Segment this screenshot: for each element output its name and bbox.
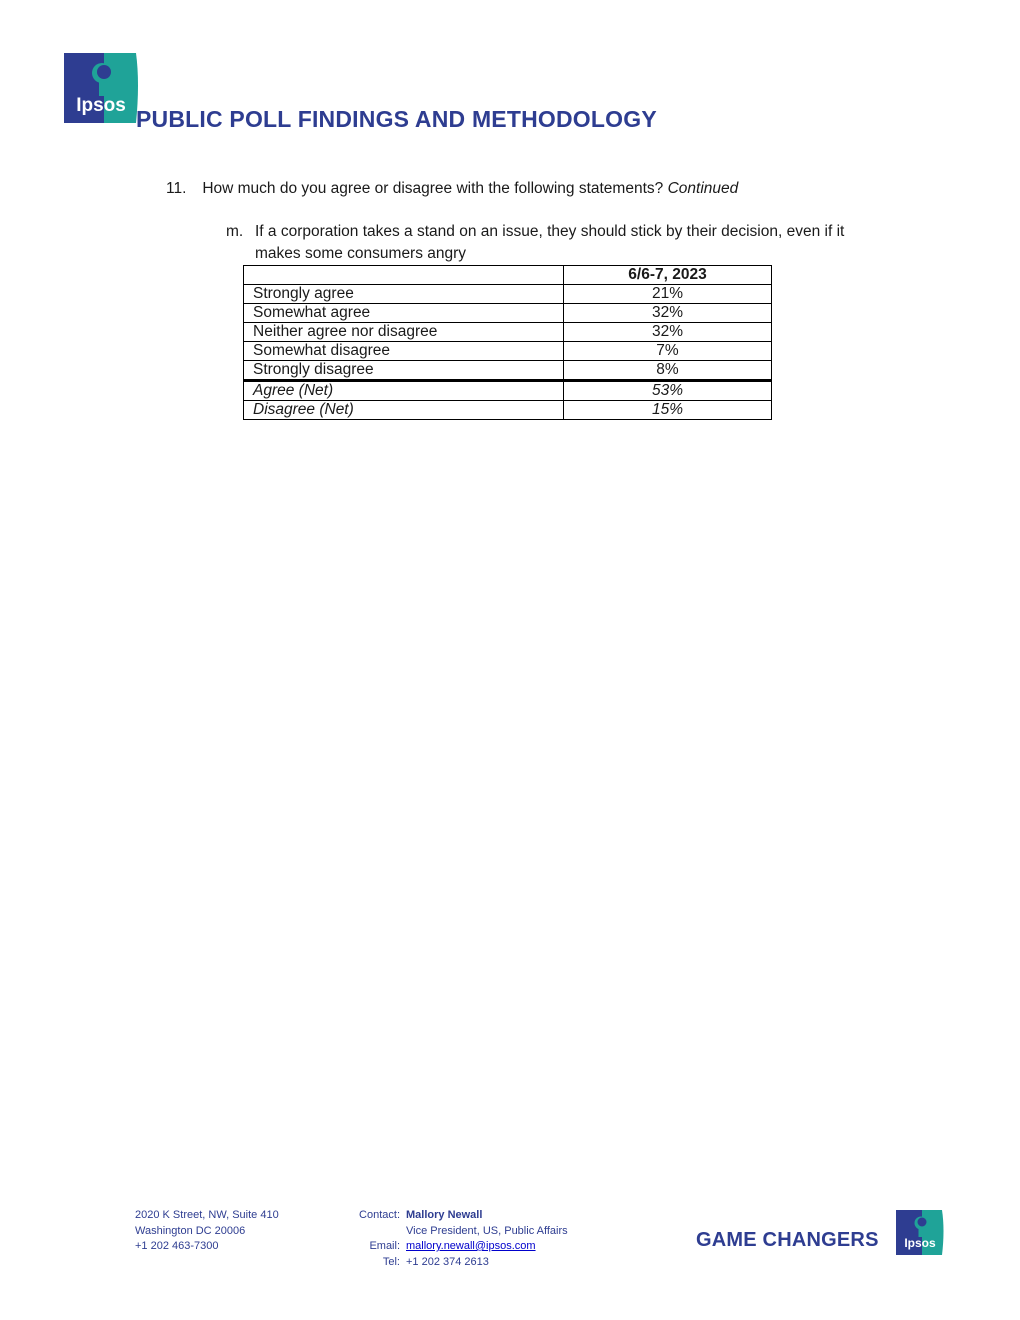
tel-label: Tel: xyxy=(382,1255,400,1268)
question-text: How much do you agree or disagree with the following statements? xyxy=(202,180,664,197)
footer-contact xyxy=(340,1208,568,1270)
address-line: Washington DC 20006 xyxy=(135,1224,246,1237)
footer-address xyxy=(135,1208,279,1255)
table-row xyxy=(244,285,772,304)
table-column-header: 6/6-7, 2023 xyxy=(564,266,772,285)
subquestion-text: If a corporation takes a stand on an issue, they should stick by their decision, even if it makes some consumers angry xyxy=(255,223,845,262)
row-label: Strongly disagree xyxy=(244,361,564,381)
tel-value: +1 202 374 2613 xyxy=(406,1255,489,1268)
row-label: Strongly agree xyxy=(244,285,564,304)
question-11 xyxy=(166,180,738,198)
row-value: 7% xyxy=(564,342,772,361)
row-value: 21% xyxy=(564,285,772,304)
svg-text:Ipsos: Ipsos xyxy=(76,95,126,116)
address-line: 2020 K Street, NW, Suite 410 xyxy=(135,1209,279,1221)
address-phone: +1 202 463-7300 xyxy=(135,1240,219,1252)
net-row-label: Agree (Net) xyxy=(244,381,564,401)
row-label: Somewhat agree xyxy=(244,304,564,323)
game-changers-tagline: GAME CHANGERS xyxy=(696,1229,879,1251)
question-number: 11. xyxy=(166,180,187,197)
table-header-blank xyxy=(244,266,564,285)
ipsos-logo xyxy=(64,53,139,123)
table-row xyxy=(244,361,772,381)
results-table xyxy=(243,265,772,420)
subquestion-m xyxy=(226,221,886,265)
net-row-value: 53% xyxy=(564,381,772,401)
row-value: 32% xyxy=(564,304,772,323)
row-value: 8% xyxy=(564,361,772,381)
row-label: Somewhat disagree xyxy=(244,342,564,361)
email-link[interactable]: mallory.newall@ipsos.com xyxy=(406,1240,536,1252)
contact-role: Vice President, US, Public Affairs xyxy=(406,1224,568,1237)
ipsos-footer-logo xyxy=(896,1210,944,1255)
net-row-value: 15% xyxy=(564,401,772,420)
row-label: Neither agree nor disagree xyxy=(244,323,564,342)
table-net-row xyxy=(244,401,772,420)
table-row xyxy=(244,342,772,361)
row-value: 32% xyxy=(564,323,772,342)
svg-text:Ipsos: Ipsos xyxy=(904,1236,936,1250)
table-row xyxy=(244,304,772,323)
question-continued: Continued xyxy=(667,180,739,197)
contact-name: Mallory Newall xyxy=(406,1209,483,1221)
email-label: Email: xyxy=(369,1240,400,1252)
page-title: PUBLIC POLL FINDINGS AND METHODOLOGY xyxy=(136,106,657,132)
table-net-row xyxy=(244,381,772,401)
subquestion-letter: m. xyxy=(226,223,244,240)
contact-label: Contact: xyxy=(359,1209,400,1221)
table-row xyxy=(244,323,772,342)
table-header-row xyxy=(244,266,772,285)
net-row-label: Disagree (Net) xyxy=(244,401,564,420)
